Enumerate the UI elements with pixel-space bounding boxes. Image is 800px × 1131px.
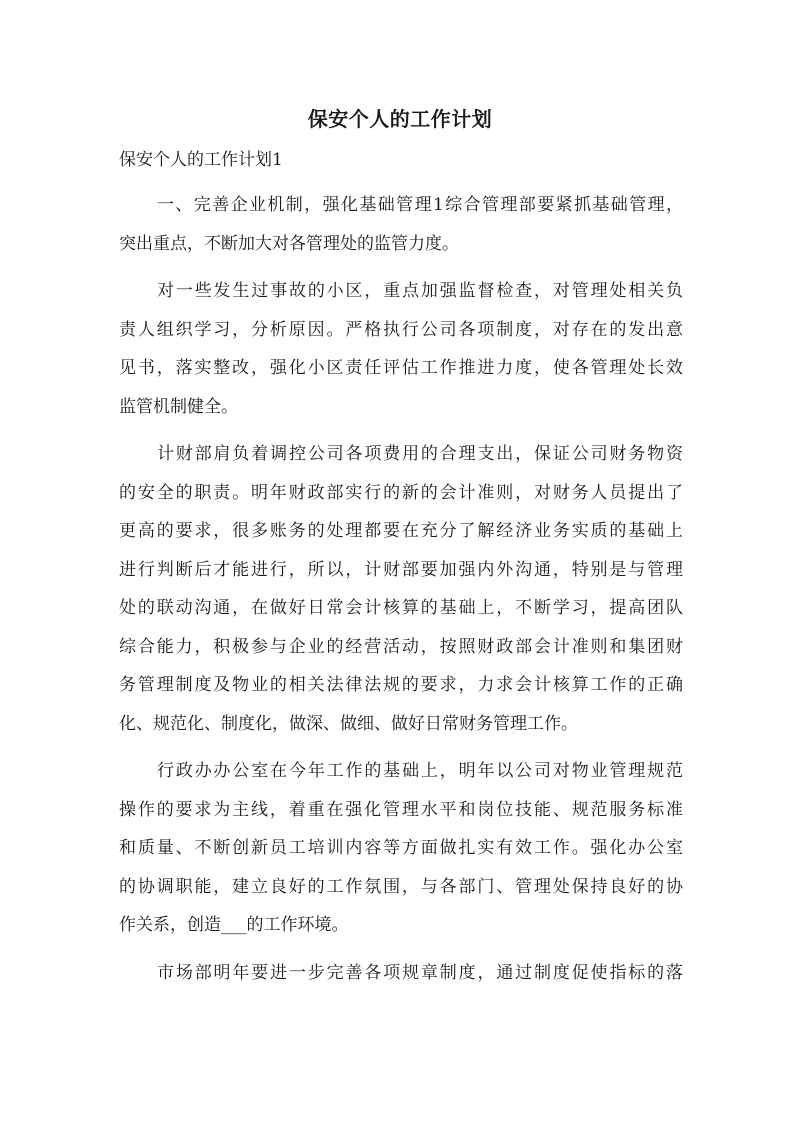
paragraph-line: 的协调职能，建立良好的工作氛围，与各部门、管理处保持良好的协 bbox=[119, 876, 683, 897]
paragraph-line: 综合能力，积极参与企业的经营活动，按照财政部会计准则和集团财 bbox=[119, 636, 683, 657]
paragraph-line: 处的联动沟通，在做好日常会计核算的基础上，不断学习，提高团队 bbox=[119, 598, 683, 618]
document-body bbox=[119, 186, 683, 1001]
paragraph bbox=[119, 954, 683, 993]
paragraph-line: 见书，落实整改，强化小区责任评估工作推进力度，使各管理处长效 bbox=[119, 358, 683, 378]
paragraph bbox=[119, 186, 683, 263]
paragraph bbox=[119, 435, 683, 743]
paragraph-line: 和质量、不断创新员工培训内容等方面做扎实有效工作。强化办公室 bbox=[119, 838, 683, 858]
paragraph-line: 一、完善企业机制，强化基础管理1综合管理部要紧抓基础管理， bbox=[157, 195, 683, 215]
paragraph-line: 务管理制度及物业的相关法律法规的要求，力求会计核算工作的正确 bbox=[119, 675, 683, 695]
paragraph-line: 市场部明年要进一步完善各项规章制度，通过制度促使指标的落 bbox=[157, 962, 683, 983]
paragraph-line: 操作的要求为主线，着重在强化管理水平和岗位技能、规范服务标准 bbox=[119, 799, 683, 820]
paragraph-line: 监管机制健全。 bbox=[119, 396, 238, 417]
paragraph-line: 计财部肩负着调控公司各项费用的合理支出，保证公司财务物资 bbox=[157, 444, 683, 464]
paragraph-line: 作关系，创造___的工作环境。 bbox=[119, 915, 349, 935]
paragraph-line: 更高的要求，很多账务的处理都要在充分了解经济业务实质的基础上 bbox=[119, 521, 683, 541]
document-title: 保安个人的工作计划 bbox=[307, 107, 493, 131]
paragraph bbox=[119, 752, 683, 945]
paragraph-line: 进行判断后才能进行，所以，计财部要加强内外沟通，特别是与管理 bbox=[119, 559, 683, 580]
paragraph-line: 化、规范化、制度化，做深、做细、做好日常财务管理工作。 bbox=[119, 713, 578, 734]
paragraph-line: 突出重点，不断加大对各管理处的监管力度。 bbox=[119, 233, 459, 254]
paragraph-line: 责人组织学习，分析原因。严格执行公司各项制度，对存在的发出意 bbox=[119, 319, 683, 340]
paragraph-line: 的安全的职责。明年财政部实行的新的会计准则，对财务人员提出了 bbox=[119, 482, 683, 503]
section-heading: 保安个人的工作计划1 bbox=[119, 150, 283, 170]
paragraph-line: 行政办办公室在今年工作的基础上，明年以公司对物业管理规范 bbox=[157, 761, 683, 781]
paragraph-line: 对一些发生过事故的小区，重点加强监督检查，对管理处相关负 bbox=[157, 281, 683, 301]
paragraph bbox=[119, 272, 683, 426]
